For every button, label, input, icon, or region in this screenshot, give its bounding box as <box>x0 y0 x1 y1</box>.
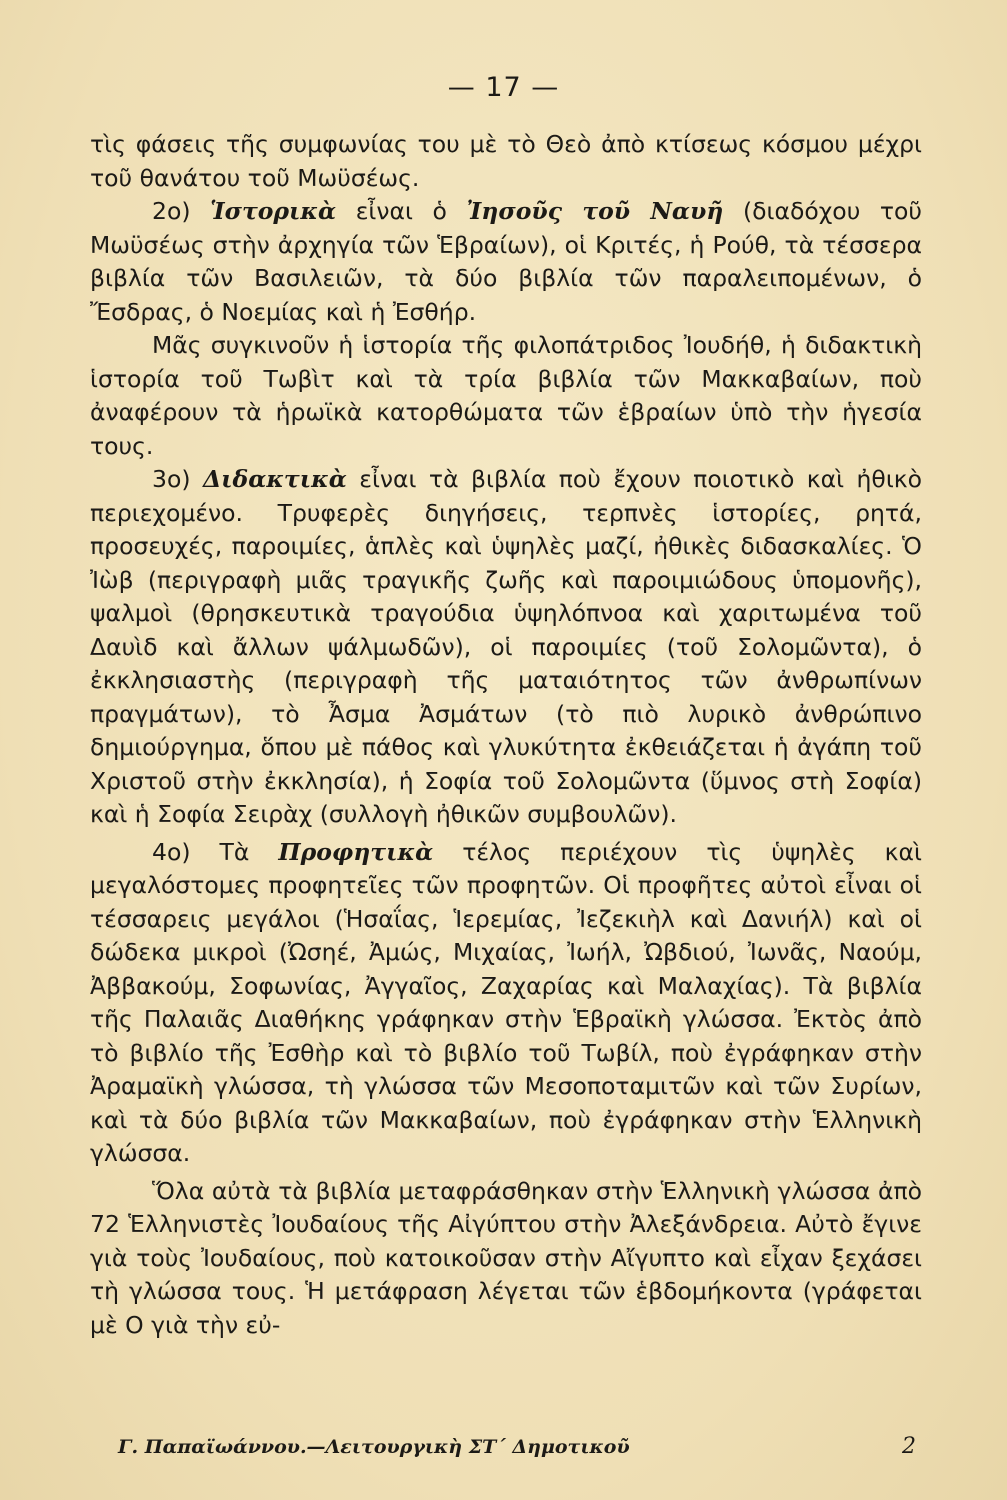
book-title-joshua: Ἰησοῦς τοῦ Ναυῆ <box>466 197 724 225</box>
section-heading-historical: Ἱστορικὰ <box>210 197 337 225</box>
paragraph-didactic <box>90 463 922 832</box>
paragraph-intro: τὶς φάσεις τῆς συμφωνίας του μὲ τὸ Θεὸ ἀπὸ κτίσεως κόσμου μέχρι τοῦ θανάτου τοῦ Μωϋσέως. <box>90 130 922 192</box>
paragraph-text: τέλος περιέχουν τὶς ὑψηλὲς καὶ μεγαλόστομες προφητεῖες τῶν προφητῶν. Οἱ προφῆτες αὐτοὶ εἶναι οἱ τέσσαρεις μεγάλοι (Ἡσαΐας, Ἱερεμίας, Ἰεζεκιὴλ καὶ Δανιήλ) καὶ οἱ δώδεκα μικροὶ (Ὠσηέ, Ἀμώς, Μιχαίας, Ἰωήλ, Ὠβδιού, Ἰωνᾶς, Ναούμ, Ἀββακούμ, Σοφωνίας, Ἀγγαῖος, Ζαχαρίας καὶ Μαλαχίας). Τὰ βιβλία τῆς Παλαιᾶς Διαθήκης γράφηκαν στὴν Ἑβραϊκὴ γλώσσα. Ἐκτὸς ἀπὸ τὸ βιβλίο τῆς Ἐσθὴρ καὶ τὸ βιβλίο τοῦ Τωβίλ, ποὺ ἐγράφηκαν στὴν Ἀραμαϊκὴ γλώσσα, τὴ γλώσσα τῶν Μεσοποταμιτῶν καὶ τῶν Συρίων, καὶ τὰ δύο βιβλία τῶν Μακκαβαίων, ποὺ ἐγράφηκαν στὴν Ἑλληνικὴ γλώσσα. <box>90 837 922 1167</box>
page-number: — 17 — <box>447 72 560 103</box>
paragraph-text: εἶναι ὁ <box>336 197 467 225</box>
paragraph-judith: Μᾶς συγκινοῦν ἡ ἱστορία τῆς φιλοπάτριδος Ἰουδήθ, ἡ διδακτικὴ ἱστορία τοῦ Τωβὶτ καὶ τὰ τρία βιβλία τῶν Μακκαβαίων, ποὺ ἀναφέρουν τὰ ἡρωϊκὰ κατορθώματα τῶν ἑβραίων ὑπὸ τὴν ἡγεσία τους. <box>90 331 922 460</box>
paragraph-septuagint: Ὅλα αὐτὰ τὰ βιβλία μεταφράσθηκαν στὴν Ἑλληνικὴ γλώσσα ἀπὸ 72 Ἑλληνιστὲς Ἰουδαίους τῆς Αἰγύπτου στὴν Ἀλεξάνδρεια. Αὐτὸ ἔγινε γιὰ τοὺς Ἰουδαίους, ποὺ κατοικοῦσαν στὴν Αἴγυπτο καὶ εἶχαν ξεχάσει τὴ γλώσσα τους. Ἡ μετάφραση λέγεται τῶν ἑβδομήκοντα (γράφεται μὲ Ο γιὰ τὴν εὐ- <box>90 1176 922 1339</box>
section-heading-prophetic: Προφητικὰ <box>278 837 434 866</box>
paragraph-historical <box>90 195 922 329</box>
footer-author-title: Γ. Παπαϊωάννου.—Λειτουργικὴ ΣΤ΄ Δημοτικοῦ <box>118 1436 630 1458</box>
signature-mark: 2 <box>902 1434 916 1459</box>
page-footer <box>118 1436 918 1458</box>
section-number: 3ο) <box>152 465 203 493</box>
paragraph-text: (διαδόχου τοῦ Μωϋσέως στὴν ἀρχηγία τῶν Ἑβραίων), οἱ Κριτές, ἡ Ρούθ, τὰ τέσσερα βιβλία τῶν Βασιλειῶν, τὰ δύο βιβλία τῶν παραλειπομένων, ὁ Ἔσδρας, ὁ Νοεμίας καὶ ἡ Ἐσθήρ. <box>90 197 923 326</box>
paragraph-prophetic <box>90 836 922 1171</box>
body-text <box>90 128 922 1342</box>
section-heading-didactic: Διδακτικὰ <box>202 465 347 493</box>
section-number: 2ο) <box>152 197 211 225</box>
paragraph-text: εἶναι τὰ βιβλία ποὺ ἔχουν ποιοτικὸ καὶ ἠθικὸ περιεχομένο. Τρυφερὲς διηγήσεις, τερπνὲς ἱστορίες, ρητά, προσευχές, παροιμίες, ἁπλὲς καὶ ὑψηλὲς μαζί, ἠθικὲς διδασκαλίες. Ὁ Ἰὼβ (περιγραφὴ μιᾶς τραγικῆς ζωῆς καὶ παροιμιώδους ὑπομονῆς), ψαλμοὶ (θρησκευτικὰ τραγούδια ὑψηλόπνοα καὶ χαριτωμένα τοῦ Δαυὶδ καὶ ἄλλων ψάλμωδῶν), οἱ παροιμίες (τοῦ Σολομῶντα), ὁ ἐκκλησιαστὴς (περιγραφὴ τῆς ματαιότητος τῶν ἀνθρωπίνων πραγμάτων), τὸ Ἆσμα Ἀσμάτων (τὸ πιὸ λυρικὸ ἀνθρώπινο δημιούργημα, ὅπου μὲ πάθος καὶ γλυκύτητα ἐκθειάζεται ἡ ἀγάπη τοῦ Χριστοῦ στὴν ἐκκλησία), ἡ Σοφία τοῦ Σολομῶντα (ὕμνος στὴ Σοφία) καὶ ἡ Σοφία Σειρὰχ (συλλογὴ ἠθικῶν συμβουλῶν). <box>90 465 922 828</box>
section-number: 4ο) Τὰ <box>152 837 279 866</box>
